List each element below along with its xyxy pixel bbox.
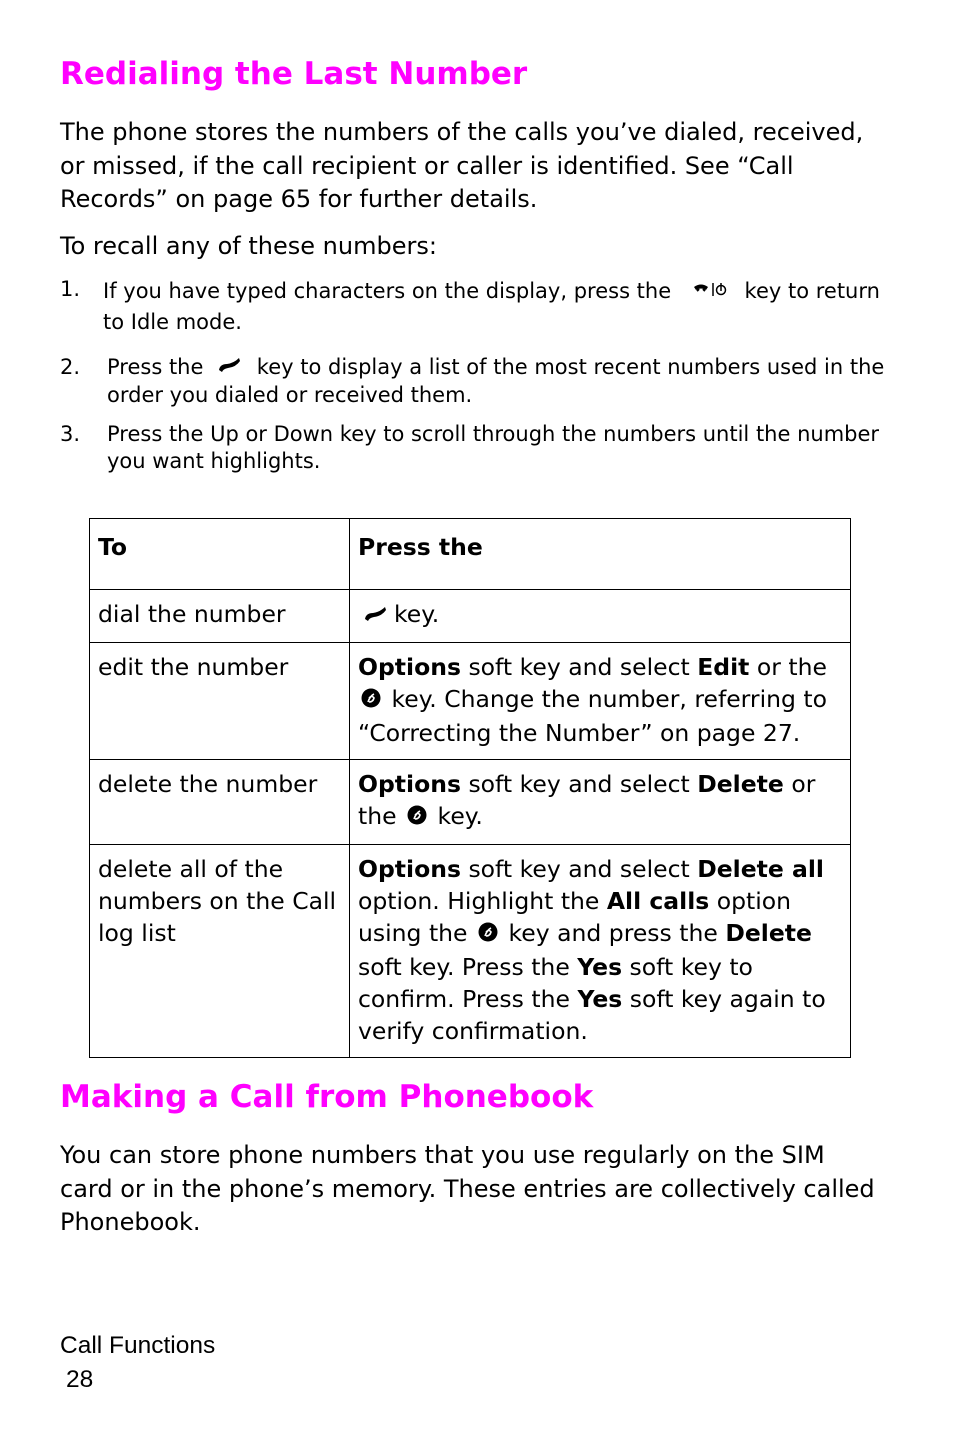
cell-text: soft key to confirm. Press the <box>358 952 753 1013</box>
cell-text: key and press the <box>508 919 718 947</box>
redial-lead: To recall any of these numbers: <box>60 232 437 260</box>
send-key-icon <box>362 600 388 632</box>
cell-text: option. Highlight the <box>358 887 600 915</box>
table-cell-press <box>350 760 851 845</box>
footer-chapter: Call Functions <box>60 1332 216 1359</box>
end-power-key-icon <box>688 277 730 307</box>
cell-text: key. <box>394 600 440 628</box>
column-header-to: To <box>90 519 350 590</box>
table-header-row <box>90 519 851 590</box>
step-number: 1. <box>60 277 81 301</box>
table-row <box>90 643 851 760</box>
table-cell-to: delete all of the numbers on the Call log list <box>90 845 350 1058</box>
step-text: Press the <box>107 355 204 379</box>
step-text: Press the Up or Down key to scroll through the numbers until the number you want highlights. <box>107 422 880 473</box>
section-title-phonebook: Making a Call from Phonebook <box>60 1079 594 1115</box>
cell-text: soft key and select <box>468 770 690 798</box>
nav-key-icon <box>406 802 428 834</box>
redial-intro: The phone stores the numbers of the calls you’ve dialed, received, or missed, if the call recipient or caller is identified. See “Call Records” on page 65 for further details. <box>60 118 864 213</box>
table-cell-to: delete the number <box>90 760 350 845</box>
table-cell-press <box>350 845 851 1058</box>
cell-bold: Options <box>358 653 461 681</box>
cell-bold: Edit <box>697 653 750 681</box>
cell-text: or the <box>358 770 816 830</box>
table-cell-to: edit the number <box>90 643 350 760</box>
table-row <box>90 760 851 845</box>
cell-text: soft key again to verify confirmation. <box>358 984 826 1045</box>
cell-text: option using the <box>358 887 792 947</box>
table-cell-to: dial the number <box>90 590 350 643</box>
cell-bold: All calls <box>606 887 710 915</box>
nav-key-icon <box>360 685 382 717</box>
cell-bold: Delete <box>697 770 784 798</box>
cell-bold: Delete all <box>697 855 824 883</box>
step-number: 3. <box>60 422 81 446</box>
cell-bold: Options <box>358 770 461 798</box>
section-title-redial: Redialing the Last Number <box>60 56 528 92</box>
table-cell-press <box>350 590 851 643</box>
send-key-icon <box>216 355 242 382</box>
table-row <box>90 590 851 643</box>
step-number: 2. <box>60 355 81 379</box>
cell-bold: Delete <box>725 919 812 947</box>
cell-text: key. Change the number, referring to “Correcting the Number” on page 27. <box>358 685 827 747</box>
cell-text: or the <box>756 653 827 681</box>
redial-actions-table <box>89 518 851 1058</box>
step-text-cont: key to display a list of the most recent numbers used in the order you dialed or received them. <box>107 355 885 407</box>
page-number: 28 <box>66 1366 94 1393</box>
cell-bold: Yes <box>577 984 623 1013</box>
column-header-press: Press the <box>350 519 851 590</box>
phonebook-intro: You can store phone numbers that you use regularly on the SIM card or in the phone’s memory. These entries are collectively called Phonebook. <box>60 1141 875 1236</box>
table-row <box>90 845 851 1058</box>
cell-text: soft key and select <box>468 855 690 883</box>
cell-bold: Yes <box>577 952 623 981</box>
nav-key-icon <box>477 919 499 951</box>
step-text-cont: key to return to Idle mode. <box>103 279 880 334</box>
cell-text: key. <box>437 802 483 830</box>
cell-bold: Options <box>358 855 461 883</box>
table-cell-press <box>350 643 851 760</box>
step-text: If you have typed characters on the display, press the <box>103 279 672 303</box>
cell-text: soft key and select <box>468 653 690 681</box>
cell-text: soft key. Press the <box>358 952 570 981</box>
